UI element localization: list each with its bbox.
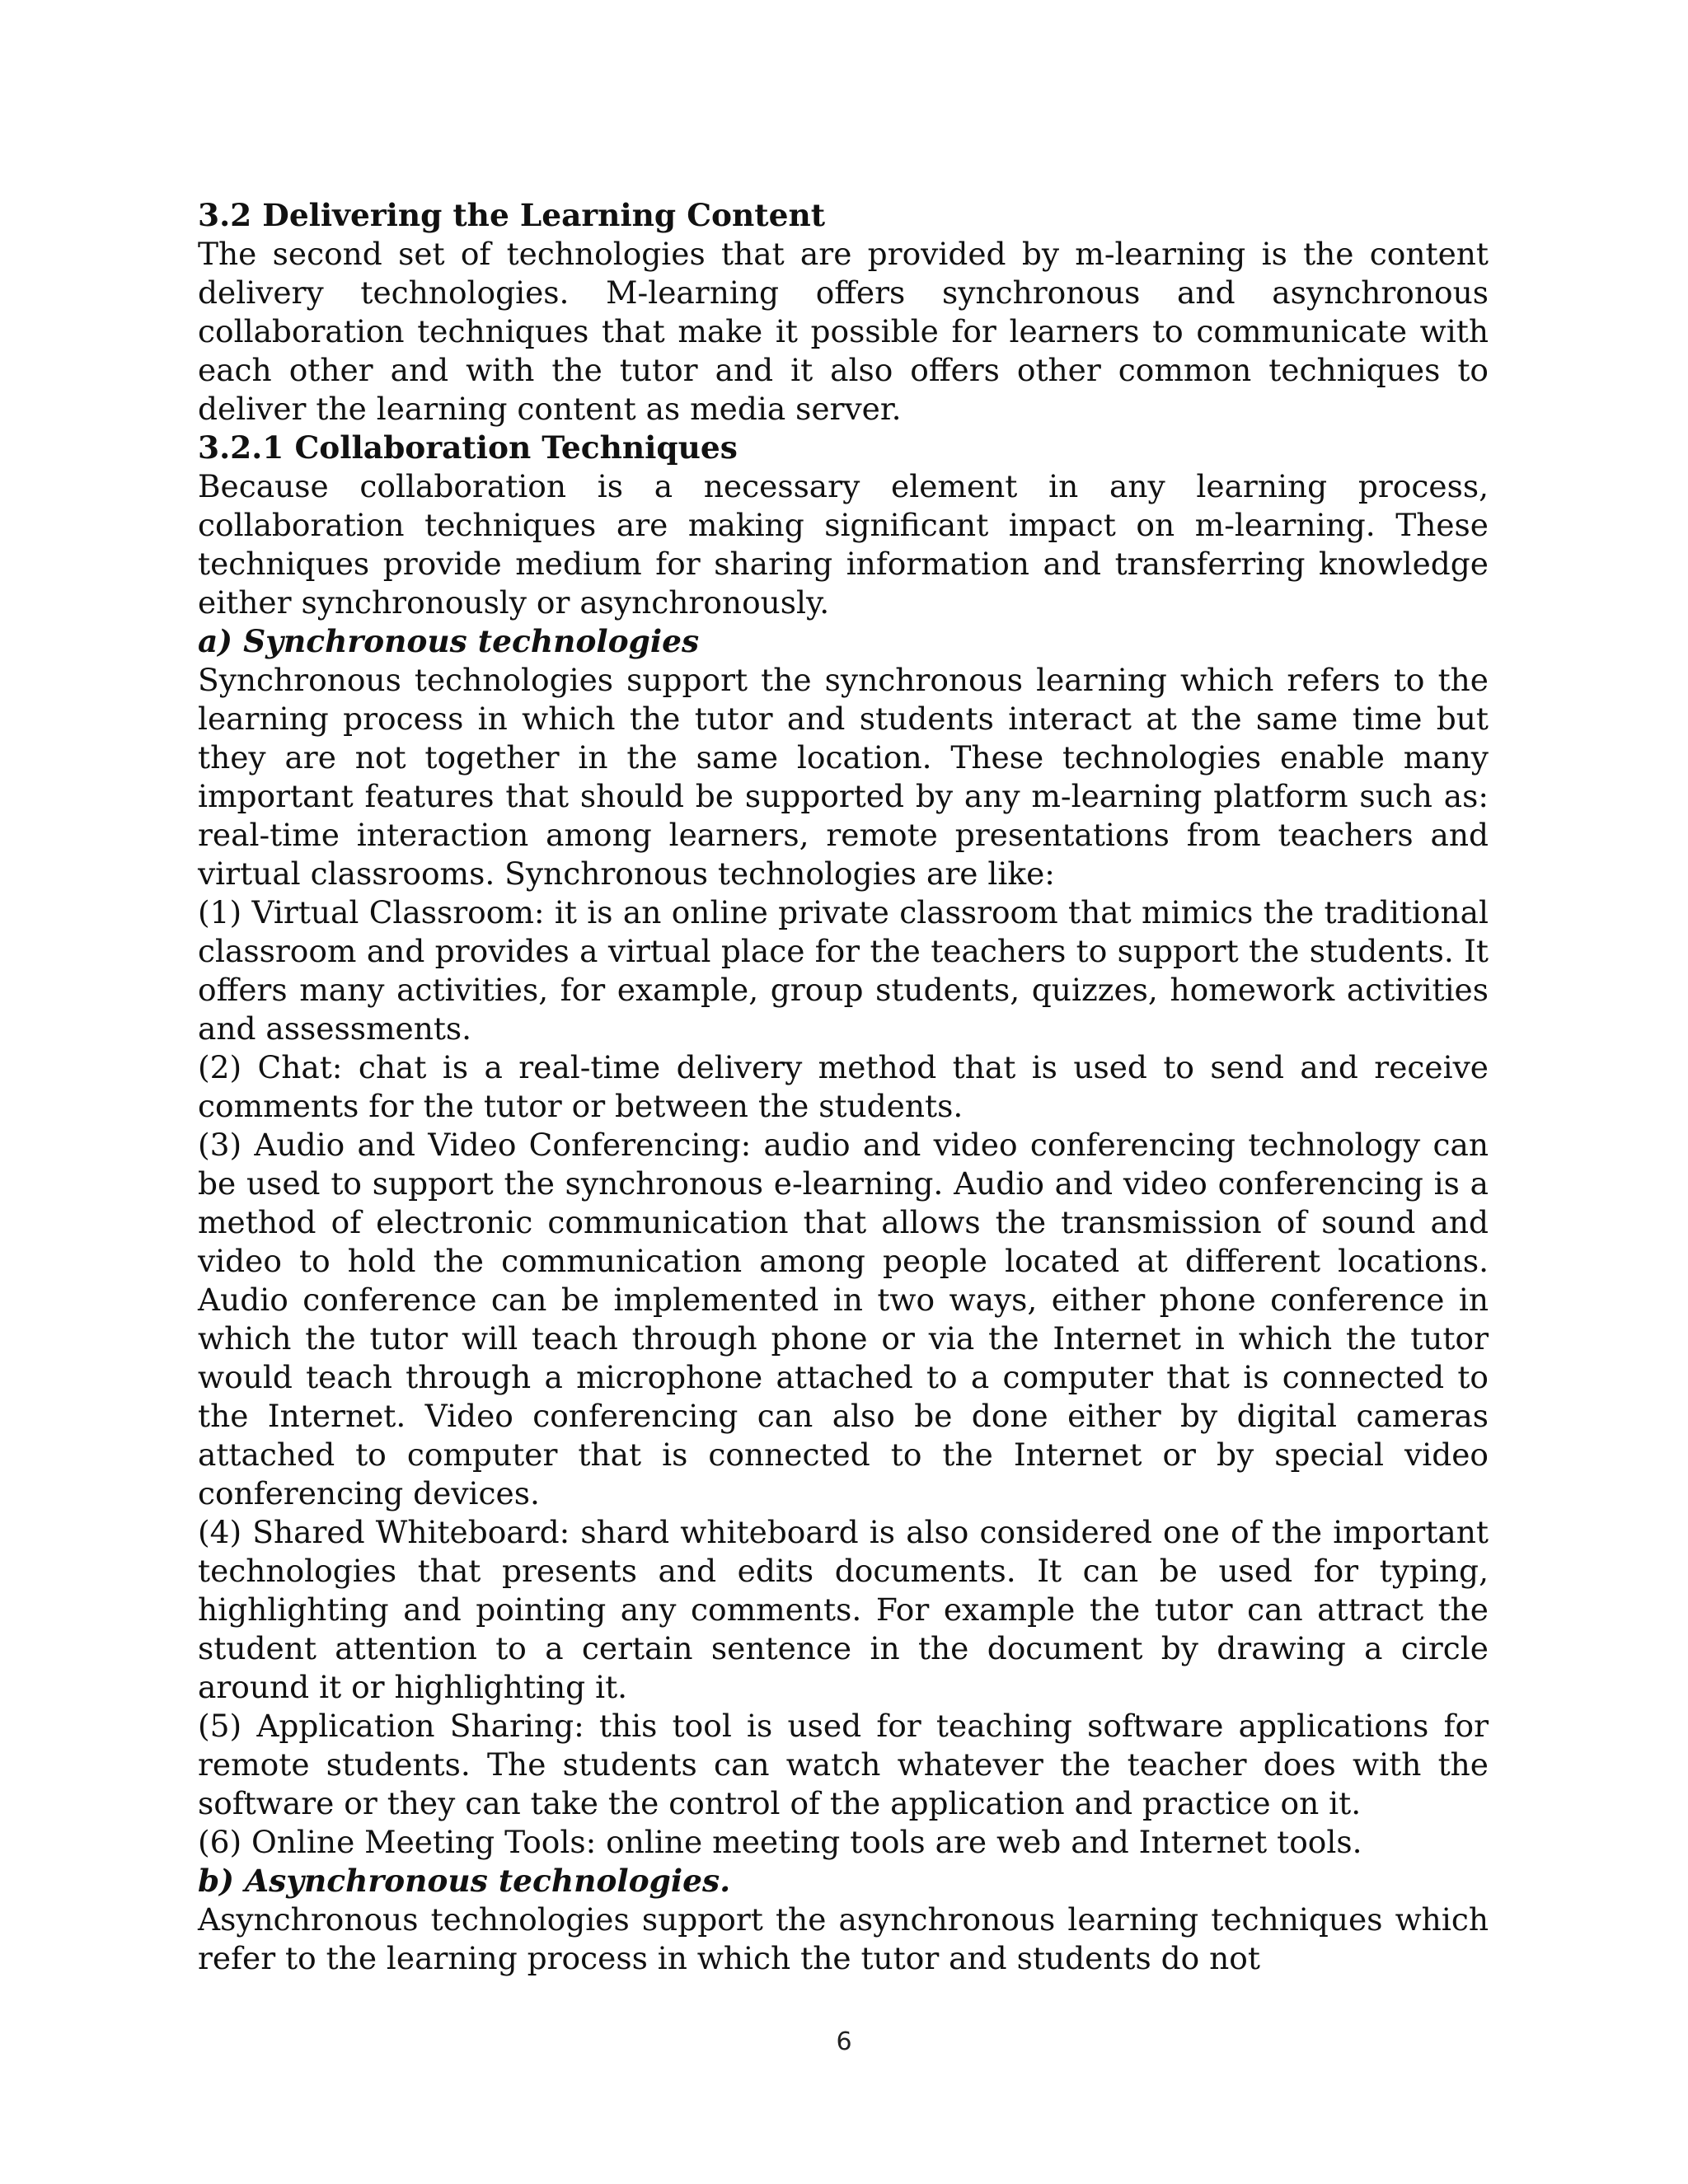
- list-item-audio-video-conferencing: (3) Audio and Video Conferencing: audio and video conferencing technology can be used to support the synchronous e-learning. Audio and video conferencing is a method of electronic communication that allows the transmission of sound and video to hold the communication among people located at different locations. Audio conference can be implemented in two ways, either phone conference in which the tutor will teach through phone or via the Internet in which the tutor would teach through a microphone attached to a computer that is connected to the Internet. Video conferencing can also be done either by digital cameras attached to computer that is connected to the Internet or by special video conferencing devices.: [198, 1127, 1489, 1511]
- document-body: [198, 196, 1489, 1978]
- paragraph-collaboration: Because collaboration is a necessary element in any learning process, collaboration techniques are making significant impact on m-learning. These techniques provide medium for sharing information and transferring knowledge either synchronously or asynchronously.: [198, 468, 1489, 621]
- subheading-synchronous: a) Synchronous technologies: [198, 623, 700, 659]
- section-heading-3-2-1: 3.2.1 Collaboration Techniques: [198, 429, 738, 466]
- list-item-online-meeting-tools: (6) Online Meeting Tools: online meeting tools are web and Internet tools.: [198, 1824, 1362, 1860]
- paragraph-content-delivery: The second set of technologies that are provided by m-learning is the content delivery technologies. M-learning offers synchronous and asynchronous collaboration techniques that make it possible for learners to communicate with each other and with the tutor and it also offers other common techniques to deliver the learning content as media server.: [198, 236, 1489, 427]
- page-number: 6: [836, 2027, 852, 2056]
- section-heading-3-2: 3.2 Delivering the Learning Content: [198, 197, 826, 233]
- list-item-shared-whiteboard: (4) Shared Whiteboard: shard whiteboard is also considered one of the important technologies that presents and edits documents. It can be used for typing, highlighting and pointing any comments. For example the tutor can attract the student attention to a certain sentence in the document by drawing a circle around it or highlighting it.: [198, 1514, 1489, 1705]
- paragraph-asynchronous: Asynchronous technologies support the asynchronous learning techniques which refer to the learning process in which the tutor and students do not: [198, 1901, 1489, 1976]
- subheading-asynchronous: b) Asynchronous technologies.: [198, 1863, 731, 1899]
- list-item-chat: (2) Chat: chat is a real-time delivery method that is used to send and receive comments for the tutor or between the students.: [198, 1049, 1489, 1124]
- paragraph-synchronous: Synchronous technologies support the synchronous learning which refers to the learning process in which the tutor and students interact at the same time but they are not together in the same location. These technologies enable many important features that should be supported by any m-learning platform such as: real-time interaction among learners, remote presentations from teachers and virtual classrooms. Synchronous technologies are like:: [198, 662, 1489, 892]
- list-item-application-sharing: (5) Application Sharing: this tool is used for teaching software applications for remote students. The students can watch whatever the teacher does with the software or they can take the control of the application and practice on it.: [198, 1708, 1489, 1821]
- list-item-virtual-classroom: (1) Virtual Classroom: it is an online private classroom that mimics the traditional classroom and provides a virtual place for the teachers to support the students. It offers many activities, for example, group students, quizzes, homework activities and assessments.: [198, 894, 1489, 1047]
